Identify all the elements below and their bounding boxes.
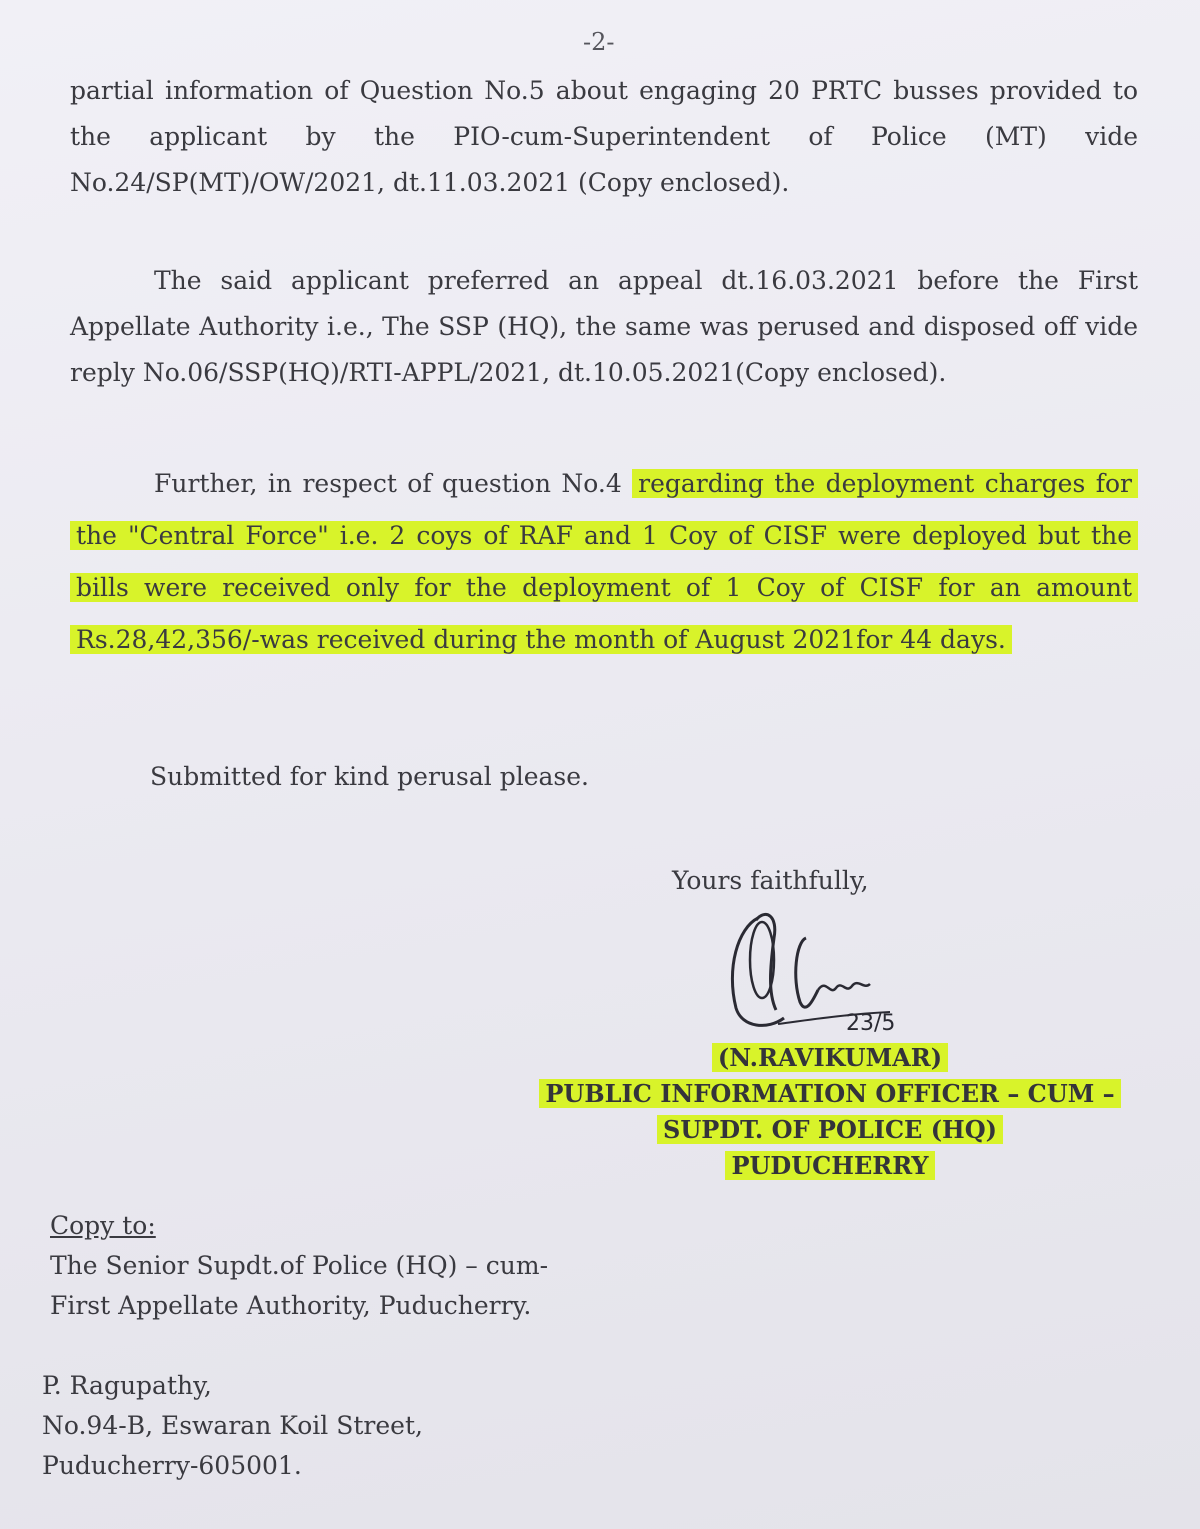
signatory-title: PUBLIC INFORMATION OFFICER – CUM – <box>539 1079 1120 1108</box>
highlighted-deployment-text: regarding the deployment charges for the "Central Force" i.e. 2 coys of RAF and 1 Coy of CISF were deployed but the bills were received only for the deployment of 1 Coy of CISF for an amount Rs.28,42,356/-was received during the month of August 2021for 44 days. <box>70 469 1138 654</box>
page-number: -2- <box>583 28 615 56</box>
signatory-block <box>510 1040 1150 1184</box>
closing-salutation: Yours faithfully, <box>672 866 869 895</box>
signatory-name: (N.RAVIKUMAR) <box>712 1043 948 1072</box>
handwritten-signature <box>718 898 918 1038</box>
addressee-street: No.94-B, Eswaran Koil Street, <box>42 1411 423 1440</box>
signature-date: 23/5 <box>846 1011 896 1036</box>
addressee-city: Puducherry-605001. <box>42 1451 302 1480</box>
copy-to-line: First Appellate Authority, Puducherry. <box>50 1291 532 1320</box>
copy-to-heading: Copy to: <box>50 1211 156 1240</box>
signatory-place: PUDUCHERRY <box>725 1151 934 1180</box>
appeal-text: The said applicant preferred an appeal dt.16.03.2021 before the First Appellate Authority i.e., The SSP (HQ), the same was perused and disposed off vide reply No.06/SSP(HQ)/RTI-APPL/2021, dt.10.05.2021(Copy enclosed). <box>70 266 1138 387</box>
paragraph-deployment-charges <box>70 458 1138 666</box>
paragraph-appeal <box>70 258 1138 396</box>
signatory-office: SUPDT. OF POLICE (HQ) <box>657 1115 1003 1144</box>
paragraph-partial-information: partial information of Question No.5 about engaging 20 PRTC busses provided to the applicant by the PIO-cum-Superintendent of Police (MT) vide No.24/SP(MT)/OW/2021, dt.11.03.2021 (Copy enclosed). <box>70 76 1138 197</box>
copy-to-line: The Senior Supdt.of Police (HQ) – cum- <box>50 1251 549 1280</box>
copy-to-block <box>50 1206 548 1326</box>
submitted-line: Submitted for kind perusal please. <box>150 762 589 791</box>
addressee-block <box>42 1366 423 1486</box>
deployment-intro-text: Further, in respect of question No.4 <box>154 469 633 498</box>
addressee-name: P. Ragupathy, <box>42 1371 212 1400</box>
